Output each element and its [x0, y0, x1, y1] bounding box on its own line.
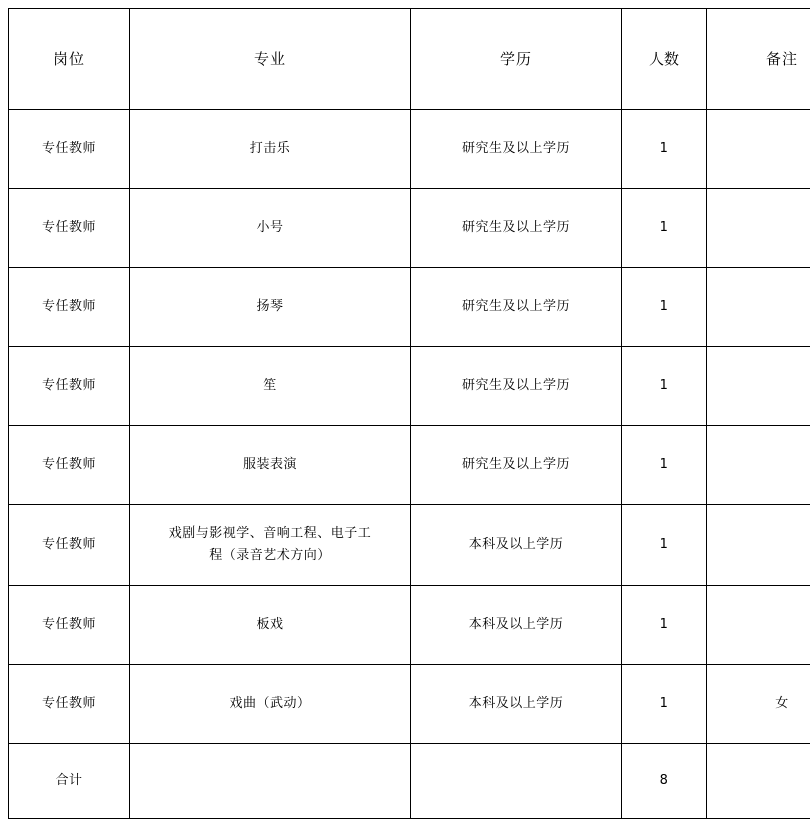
- cell-major-line1: 戏剧与影视学、音响工程、电子工: [135, 523, 405, 545]
- cell-post: 专任教师: [9, 268, 130, 347]
- cell-major: 板戏: [130, 586, 411, 665]
- header-degree: 学历: [411, 9, 622, 110]
- cell-degree: 研究生及以上学历: [411, 189, 622, 268]
- cell-remark: [707, 189, 810, 268]
- cell-degree: 研究生及以上学历: [411, 426, 622, 505]
- cell-post: 专任教师: [9, 426, 130, 505]
- header-count: 人数: [622, 9, 707, 110]
- cell-post: 专任教师: [9, 505, 130, 586]
- cell-major: [130, 505, 411, 586]
- cell-post: 专任教师: [9, 189, 130, 268]
- table-body: [9, 110, 810, 819]
- cell-total-count: 8: [622, 744, 707, 819]
- cell-degree: 研究生及以上学历: [411, 268, 622, 347]
- cell-count: 1: [622, 505, 707, 586]
- cell-post: 专任教师: [9, 665, 130, 744]
- cell-degree: 研究生及以上学历: [411, 110, 622, 189]
- cell-major: 小号: [130, 189, 411, 268]
- cell-total-label: 合计: [9, 744, 130, 819]
- header-post: 岗位: [9, 9, 130, 110]
- cell-remark: [707, 347, 810, 426]
- table-row: [9, 268, 810, 347]
- cell-total-major: [130, 744, 411, 819]
- cell-count: 1: [622, 268, 707, 347]
- cell-degree: 研究生及以上学历: [411, 347, 622, 426]
- table-header: [9, 9, 810, 110]
- cell-post: 专任教师: [9, 347, 130, 426]
- header-major: 专业: [130, 9, 411, 110]
- cell-total-remark: [707, 744, 810, 819]
- cell-count: 1: [622, 347, 707, 426]
- cell-remark: [707, 426, 810, 505]
- cell-count: 1: [622, 586, 707, 665]
- recruitment-table: [8, 8, 810, 819]
- cell-total-degree: [411, 744, 622, 819]
- table-row: [9, 665, 810, 744]
- cell-major: 服装表演: [130, 426, 411, 505]
- cell-count: 1: [622, 189, 707, 268]
- table-header-row: [9, 9, 810, 110]
- cell-major: 笙: [130, 347, 411, 426]
- cell-count: 1: [622, 665, 707, 744]
- cell-degree: 本科及以上学历: [411, 505, 622, 586]
- table-row: [9, 586, 810, 665]
- table-row: [9, 110, 810, 189]
- cell-count: 1: [622, 426, 707, 505]
- cell-remark: [707, 505, 810, 586]
- cell-major: 扬琴: [130, 268, 411, 347]
- table-row: [9, 505, 810, 586]
- table-row: [9, 347, 810, 426]
- table-row: [9, 189, 810, 268]
- cell-count: 1: [622, 110, 707, 189]
- cell-post: 专任教师: [9, 110, 130, 189]
- cell-remark: 女: [707, 665, 810, 744]
- cell-remark: [707, 586, 810, 665]
- cell-degree: 本科及以上学历: [411, 665, 622, 744]
- cell-major-line2: 程（录音艺术方向）: [135, 545, 405, 567]
- cell-remark: [707, 110, 810, 189]
- cell-remark: [707, 268, 810, 347]
- cell-major: 戏曲（武动）: [130, 665, 411, 744]
- cell-major: 打击乐: [130, 110, 411, 189]
- header-remark: 备注: [707, 9, 810, 110]
- table-row: [9, 426, 810, 505]
- cell-degree: 本科及以上学历: [411, 586, 622, 665]
- table-total-row: [9, 744, 810, 819]
- cell-post: 专任教师: [9, 586, 130, 665]
